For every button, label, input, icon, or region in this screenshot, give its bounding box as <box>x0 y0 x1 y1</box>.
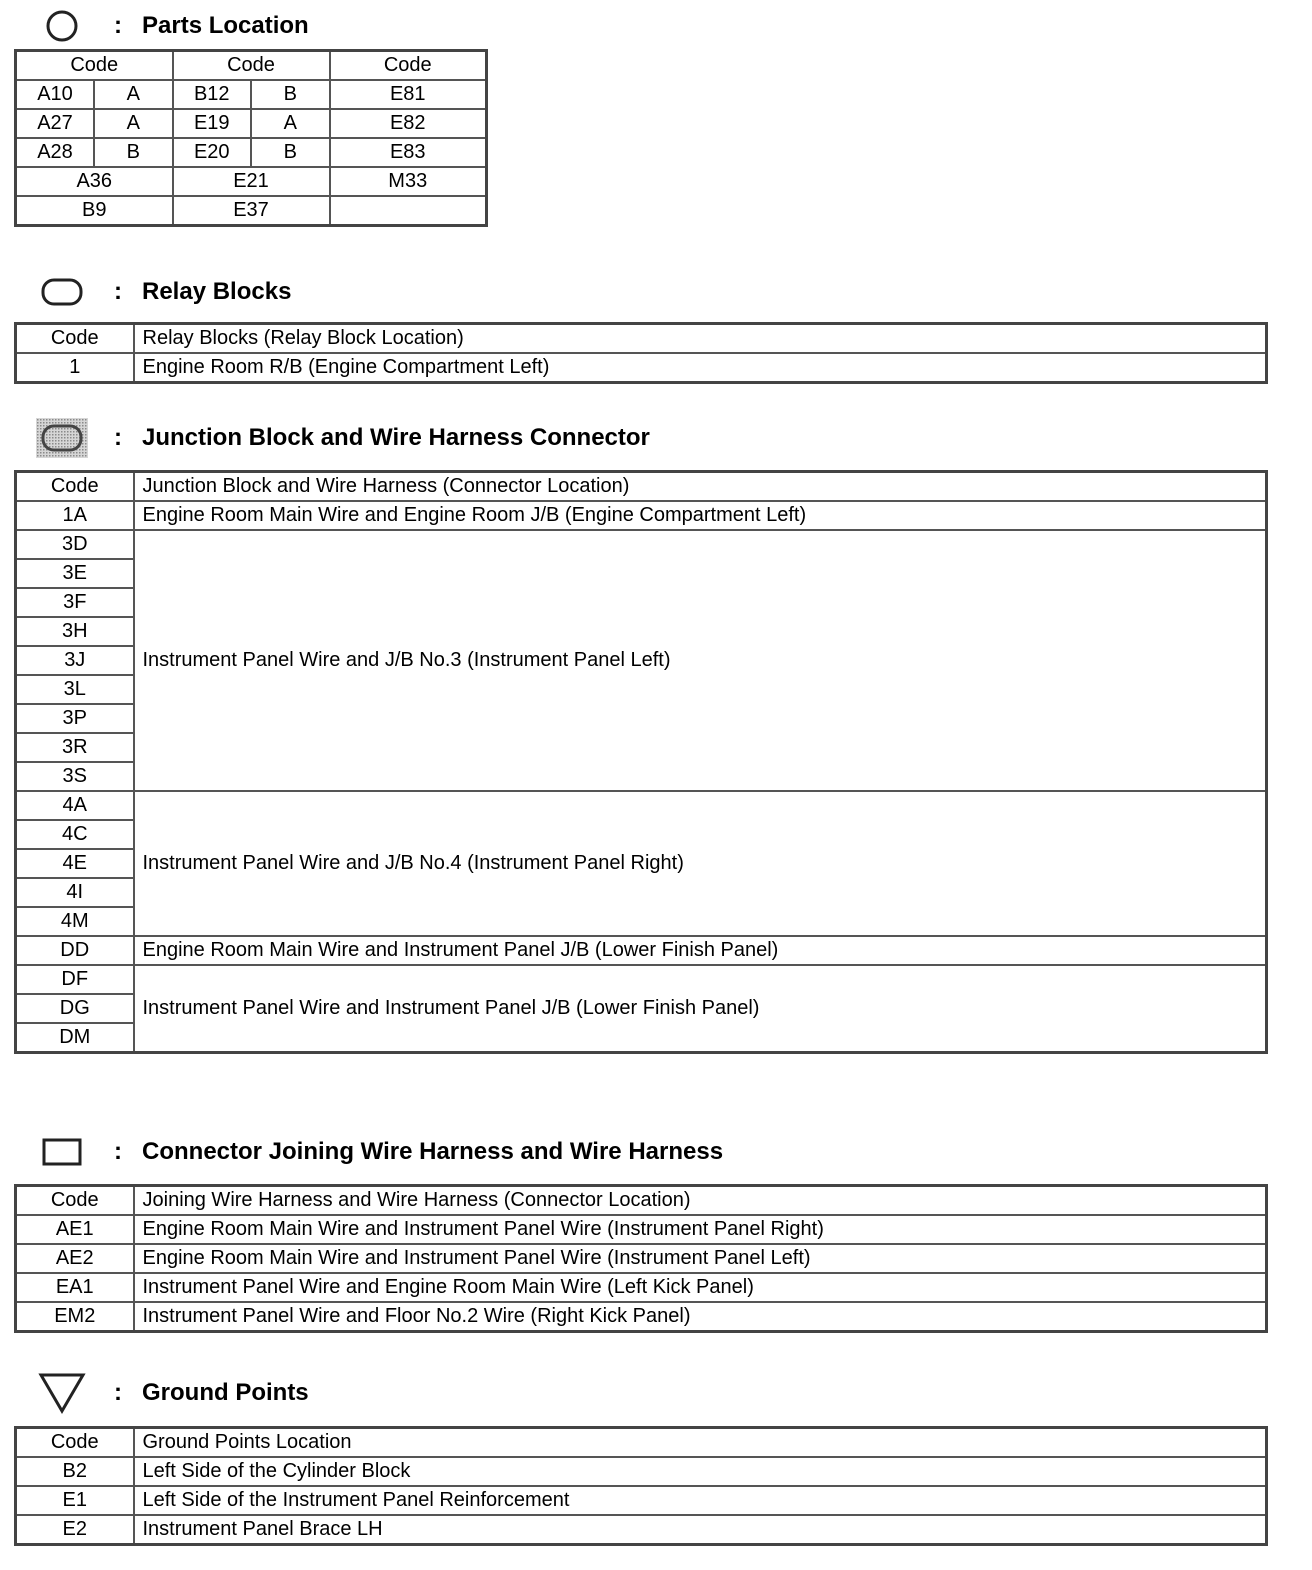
table-row <box>16 109 487 138</box>
ground-points-heading <box>34 1373 309 1413</box>
connector-code: DM <box>16 1023 134 1053</box>
connector-code: 3F <box>16 588 134 617</box>
part-location: A <box>94 80 173 109</box>
relay-blocks-heading <box>34 272 291 312</box>
table-row <box>16 138 487 167</box>
part-code: A36 <box>16 167 173 196</box>
table-row <box>16 501 1267 530</box>
part-code: A27 <box>16 109 95 138</box>
part-location: B <box>94 138 173 167</box>
connector-description: Instrument Panel Wire and Floor No.2 Wire (Right Kick Panel) <box>134 1302 1267 1332</box>
table-row <box>16 791 1267 820</box>
connector-code: DD <box>16 936 134 965</box>
table-header-row <box>16 324 1267 354</box>
table-row <box>16 80 487 109</box>
part-code: E21 <box>173 167 330 196</box>
connector-code: 4I <box>16 878 134 907</box>
table-row <box>16 1486 1267 1515</box>
connector-code: 3J <box>16 646 134 675</box>
connector-code: 3R <box>16 733 134 762</box>
heading-colon: : <box>114 424 122 451</box>
relay-blocks-title: Relay Blocks <box>142 278 292 305</box>
triangle-down-icon <box>34 1373 90 1413</box>
part-code: E37 <box>173 196 330 226</box>
ground-points-table <box>14 1426 1268 1546</box>
part-location: A <box>251 109 330 138</box>
part-code: M33 <box>330 167 487 196</box>
part-code: B12 <box>173 80 252 109</box>
header-code: Code <box>16 472 134 502</box>
heading-colon: : <box>114 278 122 305</box>
table-row <box>16 353 1267 383</box>
ground-description: Left Side of the Cylinder Block <box>134 1457 1267 1486</box>
relay-code: 1 <box>16 353 134 383</box>
connector-code: 4C <box>16 820 134 849</box>
connector-code: 3P <box>16 704 134 733</box>
header-description: Joining Wire Harness and Wire Harness (Connector Location) <box>134 1186 1267 1216</box>
connector-code: DG <box>16 994 134 1023</box>
header-code: Code <box>16 1428 134 1458</box>
junction-block-title: Junction Block and Wire Harness Connector <box>142 424 650 451</box>
header-description: Ground Points Location <box>134 1428 1267 1458</box>
rectangle-icon <box>34 1132 90 1172</box>
connector-code: 4E <box>16 849 134 878</box>
connector-code: DF <box>16 965 134 994</box>
connector-description: Engine Room Main Wire and Instrument Panel Wire (Instrument Panel Right) <box>134 1215 1267 1244</box>
connector-code: 3D <box>16 530 134 559</box>
connector-code: 3S <box>16 762 134 791</box>
connector-joining-heading <box>34 1132 723 1172</box>
table-header-row <box>16 1186 1267 1216</box>
table-row <box>16 965 1267 994</box>
connector-code: AE2 <box>16 1244 134 1273</box>
table-row <box>16 1457 1267 1486</box>
table-header-row <box>16 1428 1267 1458</box>
ground-description: Left Side of the Instrument Panel Reinforcement <box>134 1486 1267 1515</box>
connector-code: 3E <box>16 559 134 588</box>
connector-code: 3L <box>16 675 134 704</box>
table-header-row <box>16 472 1267 502</box>
table-header-row <box>16 51 487 81</box>
part-location: A <box>94 109 173 138</box>
relay-description: Engine Room R/B (Engine Compartment Left) <box>134 353 1267 383</box>
parts-location-heading <box>34 6 309 46</box>
connector-code: EA1 <box>16 1273 134 1302</box>
table-row <box>16 1244 1267 1273</box>
table-row <box>16 1515 1267 1545</box>
connector-description: Instrument Panel Wire and Engine Room Main Wire (Left Kick Panel) <box>134 1273 1267 1302</box>
connector-description: Instrument Panel Wire and J/B No.4 (Instrument Panel Right) <box>134 791 1267 936</box>
relay-blocks-table <box>14 322 1268 384</box>
part-code: E20 <box>173 138 252 167</box>
connector-code: 4M <box>16 907 134 936</box>
connector-joining-title: Connector Joining Wire Harness and Wire Harness <box>142 1138 724 1165</box>
connector-description: Engine Room Main Wire and Instrument Panel Wire (Instrument Panel Left) <box>134 1244 1267 1273</box>
table-row <box>16 1215 1267 1244</box>
header-code: Code <box>16 324 134 354</box>
header-description: Junction Block and Wire Harness (Connector Location) <box>134 472 1267 502</box>
header-code: Code <box>16 51 173 81</box>
part-location: B <box>251 80 330 109</box>
heading-colon: : <box>114 12 122 39</box>
part-code <box>330 196 487 226</box>
ground-code: E2 <box>16 1515 134 1545</box>
part-code: E81 <box>330 80 487 109</box>
connector-description: Engine Room Main Wire and Instrument Panel J/B (Lower Finish Panel) <box>134 936 1267 965</box>
table-row <box>16 167 487 196</box>
ground-description: Instrument Panel Brace LH <box>134 1515 1267 1545</box>
ground-code: E1 <box>16 1486 134 1515</box>
connector-code: EM2 <box>16 1302 134 1332</box>
parts-location-table <box>14 49 488 227</box>
header-description: Relay Blocks (Relay Block Location) <box>134 324 1267 354</box>
part-code: A28 <box>16 138 95 167</box>
table-row <box>16 936 1267 965</box>
table-row <box>16 1302 1267 1332</box>
part-code: E19 <box>173 109 252 138</box>
part-code: A10 <box>16 80 95 109</box>
shaded-rounded-rectangle-icon <box>34 418 90 458</box>
rounded-rectangle-icon <box>34 272 90 312</box>
connector-code: AE1 <box>16 1215 134 1244</box>
header-code: Code <box>16 1186 134 1216</box>
junction-block-heading <box>34 418 650 458</box>
connector-description: Instrument Panel Wire and Instrument Panel J/B (Lower Finish Panel) <box>134 965 1267 1053</box>
part-code: E83 <box>330 138 487 167</box>
table-row <box>16 530 1267 559</box>
table-row <box>16 196 487 226</box>
junction-block-table <box>14 470 1268 1054</box>
header-code: Code <box>173 51 330 81</box>
connector-code: 1A <box>16 501 134 530</box>
ground-code: B2 <box>16 1457 134 1486</box>
connector-description: Engine Room Main Wire and Engine Room J/B (Engine Compartment Left) <box>134 501 1267 530</box>
circle-icon <box>34 6 90 46</box>
header-code: Code <box>330 51 487 81</box>
connector-description: Instrument Panel Wire and J/B No.3 (Instrument Panel Left) <box>134 530 1267 791</box>
part-code: B9 <box>16 196 173 226</box>
connector-code: 4A <box>16 791 134 820</box>
parts-location-title: Parts Location <box>142 12 309 39</box>
part-code: E82 <box>330 109 487 138</box>
heading-colon: : <box>114 1379 122 1406</box>
heading-colon: : <box>114 1138 122 1165</box>
connector-joining-table <box>14 1184 1268 1333</box>
part-location: B <box>251 138 330 167</box>
table-row <box>16 1273 1267 1302</box>
ground-points-title: Ground Points <box>142 1379 309 1406</box>
connector-code: 3H <box>16 617 134 646</box>
